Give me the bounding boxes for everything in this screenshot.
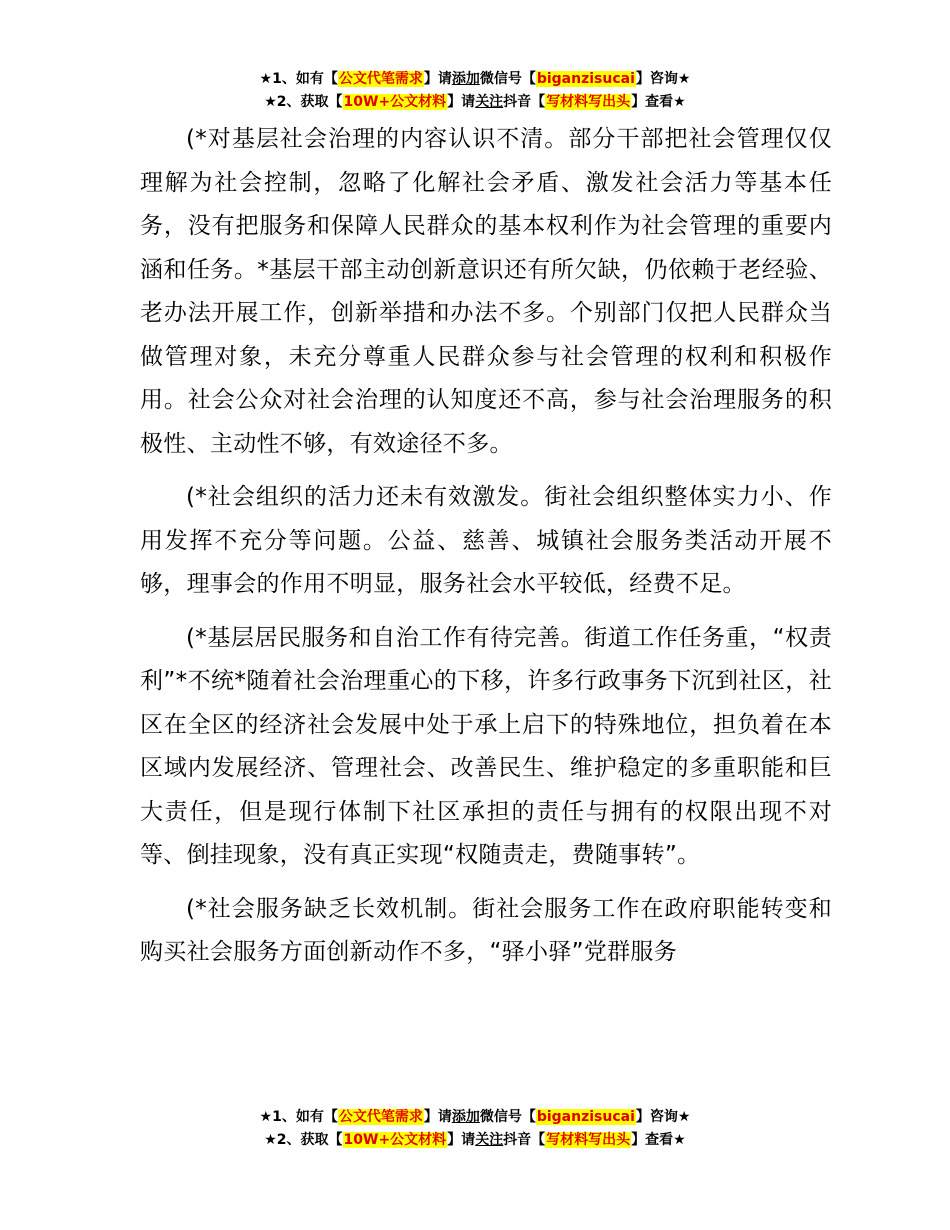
banner-text: ★1、如有【 <box>259 1109 338 1125</box>
banner-text: ★2、获取【 <box>264 1132 343 1148</box>
banner-text: 抖音【 <box>503 1132 546 1148</box>
banner-highlight: biganzisucai <box>536 1109 635 1125</box>
paragraph-2: (*社会组织的活力还未有效激发。街社会组织整体实力小、作用发挥不充分等问题。公益、慈善、城镇社会服务类活动开展不够，理事会的作用不明显，服务社会水平较低，经费不足。 <box>140 484 832 597</box>
banner-text: 】咨询★ <box>635 1109 691 1125</box>
banner-line-1 <box>0 1106 950 1129</box>
banner-text: 微信号【 <box>479 71 536 87</box>
footer-banner <box>0 1106 950 1152</box>
banner-text: ★1、如有【 <box>259 71 338 87</box>
banner-text: 抖音【 <box>503 94 546 110</box>
banner-text: 】咨询★ <box>635 71 691 87</box>
banner-line-1 <box>0 68 950 91</box>
paragraph-1: (*对基层社会治理的内容认识不清。部分干部把社会管理仅仅理解为社会控制，忽略了化解社会矛盾、激发社会活力等基本任务，没有把服务和保障人民群众的基本权利作为社会管理的重要内涵和任务。*基层干部主动创新意识还有所欠缺，仍依赖于老经验、老办法开展工作，创新举措和办法不多。个别部门仅把人民群众当做管理对象，未充分尊重人民群众参与社会管理的权利和积极作用。社会公众对社会治理的认知度还不高，参与社会治理服务的积极性、主动性不够，有效途径不多。 <box>140 126 832 457</box>
paragraph-3: (*基层居民服务和自治工作有待完善。街道工作任务重，“权责利”*不统*随着社会治理重心的下移，许多行政事务下沉到社区，社区在全区的经济社会发展中处于承上启下的特殊地位，担负着在本区域内发展经济、管理社会、改善民生、维护稳定的多重职能和巨大责任，但是现行体制下社区承担的责任与拥有的权限出现不对等、倒挂现象，没有真正实现“权随责走，费随事转”。 <box>140 624 832 868</box>
banner-text: 】请 <box>447 1132 476 1148</box>
banner-text: 】请 <box>423 1109 452 1125</box>
banner-highlight: 写材料写出头 <box>546 94 631 110</box>
banner-text: 】请 <box>447 94 476 110</box>
banner-text: 】查看★ <box>631 94 686 110</box>
banner-highlight: 10W+公文材料 <box>343 94 447 110</box>
banner-highlight: 10W+公文材料 <box>343 1132 447 1148</box>
banner-text: 】查看★ <box>631 1132 686 1148</box>
banner-highlight: biganzisucai <box>536 71 635 87</box>
banner-highlight: 公文代笔需求 <box>338 71 423 87</box>
banner-underlined-text: 关注 <box>475 1132 504 1148</box>
banner-highlight: 写材料写出头 <box>546 1132 631 1148</box>
header-banner <box>0 68 950 114</box>
paragraph-4: (*社会服务缺乏长效机制。街社会服务工作在政府职能转变和购买社会服务方面创新动作不多，“驿小驿”党群服务 <box>140 895 832 965</box>
banner-text: ★2、获取【 <box>264 94 343 110</box>
banner-text: 微信号【 <box>479 1109 536 1125</box>
banner-text: 】请 <box>423 71 452 87</box>
banner-highlight: 公文代笔需求 <box>338 1109 423 1125</box>
banner-underlined-text: 添加 <box>451 71 480 87</box>
banner-line-2 <box>0 1129 950 1152</box>
banner-underlined-text: 添加 <box>451 1109 480 1125</box>
document-body <box>140 118 832 985</box>
banner-line-2 <box>0 91 950 114</box>
banner-underlined-text: 关注 <box>475 94 504 110</box>
